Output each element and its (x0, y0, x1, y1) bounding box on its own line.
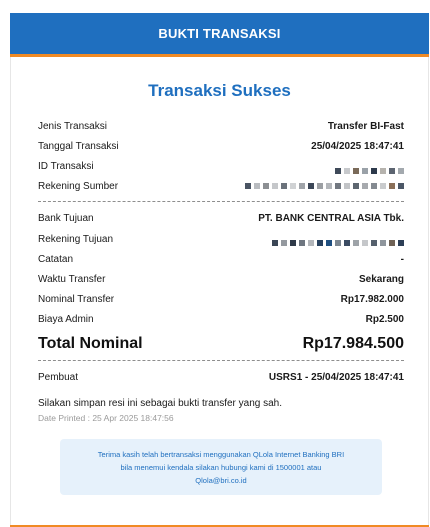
masked-digit (335, 240, 341, 246)
masked-digit (326, 240, 332, 246)
masked-digit (254, 183, 260, 189)
divider-2 (38, 360, 404, 361)
header-title: BUKTI TRANSAKSI (158, 26, 281, 41)
masked-digit (371, 183, 377, 189)
row-jenis-transaksi (38, 118, 404, 134)
tanggal-transaksi-label: Tanggal Transaksi (38, 140, 119, 152)
masked-digit (371, 168, 377, 174)
masked-digit (272, 183, 278, 189)
waktu-transfer-value: Sekarang (358, 273, 404, 285)
masked-digit (362, 240, 368, 246)
masked-digit (335, 168, 341, 174)
masked-digit (389, 183, 395, 189)
masked-digit (317, 183, 323, 189)
masked-digit (362, 183, 368, 189)
bank-tujuan-value: PT. BANK CENTRAL ASIA Tbk. (258, 212, 404, 224)
catatan-value: - (400, 253, 404, 265)
row-tanggal-transaksi (38, 138, 404, 154)
row-nominal-transfer (38, 291, 404, 307)
pembuat-label: Pembuat (38, 371, 79, 383)
row-rekening-tujuan (38, 231, 404, 247)
biaya-admin-value: Rp2.500 (365, 313, 404, 325)
masked-digit (344, 240, 350, 246)
masked-digit (353, 183, 359, 189)
row-catatan (38, 251, 404, 267)
masked-digit (389, 168, 395, 174)
row-pembuat (38, 369, 404, 385)
nominal-transfer-label: Nominal Transfer (38, 293, 115, 305)
masked-digit (353, 168, 359, 174)
masked-digit (344, 183, 350, 189)
info-box (60, 439, 382, 495)
masked-digit (272, 240, 278, 246)
masked-digit (290, 183, 296, 189)
masked-digit (281, 240, 287, 246)
id-transaksi-label: ID Transaksi (38, 160, 94, 172)
header-bar (10, 13, 429, 57)
masked-digit (299, 183, 305, 189)
masked-digit (398, 168, 404, 174)
id-transaksi-masked (335, 168, 404, 174)
rekening-tujuan-masked (272, 240, 404, 246)
rekening-sumber-masked (245, 183, 404, 189)
date-printed: Date Printed : 25 Apr 2025 18:47:56 (38, 413, 174, 423)
info-line-2: bila menemui kendala silakan hubungi kami di 1500001 atau (120, 462, 322, 472)
bank-tujuan-label: Bank Tujuan (38, 212, 94, 224)
masked-digit (308, 183, 314, 189)
info-line-3: Qlola@bri.co.id (195, 475, 247, 485)
row-biaya-admin (38, 311, 404, 327)
total-nominal-label: Total Nominal (38, 335, 143, 352)
save-receipt-note: Silakan simpan resi ini sebagai bukti transfer yang sah. (38, 398, 283, 409)
tanggal-transaksi-value: 25/04/2025 18:47:41 (311, 140, 404, 152)
pembuat-value: USRS1 - 25/04/2025 18:47:41 (268, 371, 404, 383)
total-nominal-row (38, 333, 404, 355)
row-bank-tujuan (38, 210, 404, 226)
jenis-transaksi-label: Jenis Transaksi (38, 120, 107, 132)
masked-digit (344, 168, 350, 174)
masked-digit (362, 168, 368, 174)
masked-digit (290, 240, 296, 246)
jenis-transaksi-value: Transfer BI-Fast (327, 120, 404, 132)
row-waktu-transfer (38, 271, 404, 287)
rekening-sumber-label: Rekening Sumber (38, 180, 119, 192)
masked-digit (335, 183, 341, 189)
masked-digit (398, 183, 404, 189)
masked-digit (317, 240, 323, 246)
masked-digit (326, 183, 332, 189)
row-id-transaksi (38, 158, 404, 174)
masked-digit (398, 240, 404, 246)
rekening-tujuan-label: Rekening Tujuan (38, 233, 114, 245)
masked-digit (389, 240, 395, 246)
divider-1 (38, 201, 404, 202)
masked-digit (263, 183, 269, 189)
row-rekening-sumber (38, 178, 404, 194)
masked-digit (308, 240, 314, 246)
total-nominal-value: Rp17.984.500 (302, 335, 404, 352)
masked-digit (353, 240, 359, 246)
masked-digit (245, 183, 251, 189)
nominal-transfer-value: Rp17.982.000 (340, 293, 404, 305)
biaya-admin-label: Biaya Admin (38, 313, 94, 325)
masked-digit (281, 183, 287, 189)
status-title: Transaksi Sukses (148, 81, 291, 100)
receipt-card (10, 57, 429, 527)
masked-digit (380, 183, 386, 189)
masked-digit (299, 240, 305, 246)
masked-digit (371, 240, 377, 246)
waktu-transfer-label: Waktu Transfer (38, 273, 106, 285)
catatan-label: Catatan (38, 253, 74, 265)
info-line-1: Terima kasih telah bertransaksi menggunakan QLola Internet Banking BRI (97, 449, 345, 459)
masked-digit (380, 240, 386, 246)
masked-digit (380, 168, 386, 174)
